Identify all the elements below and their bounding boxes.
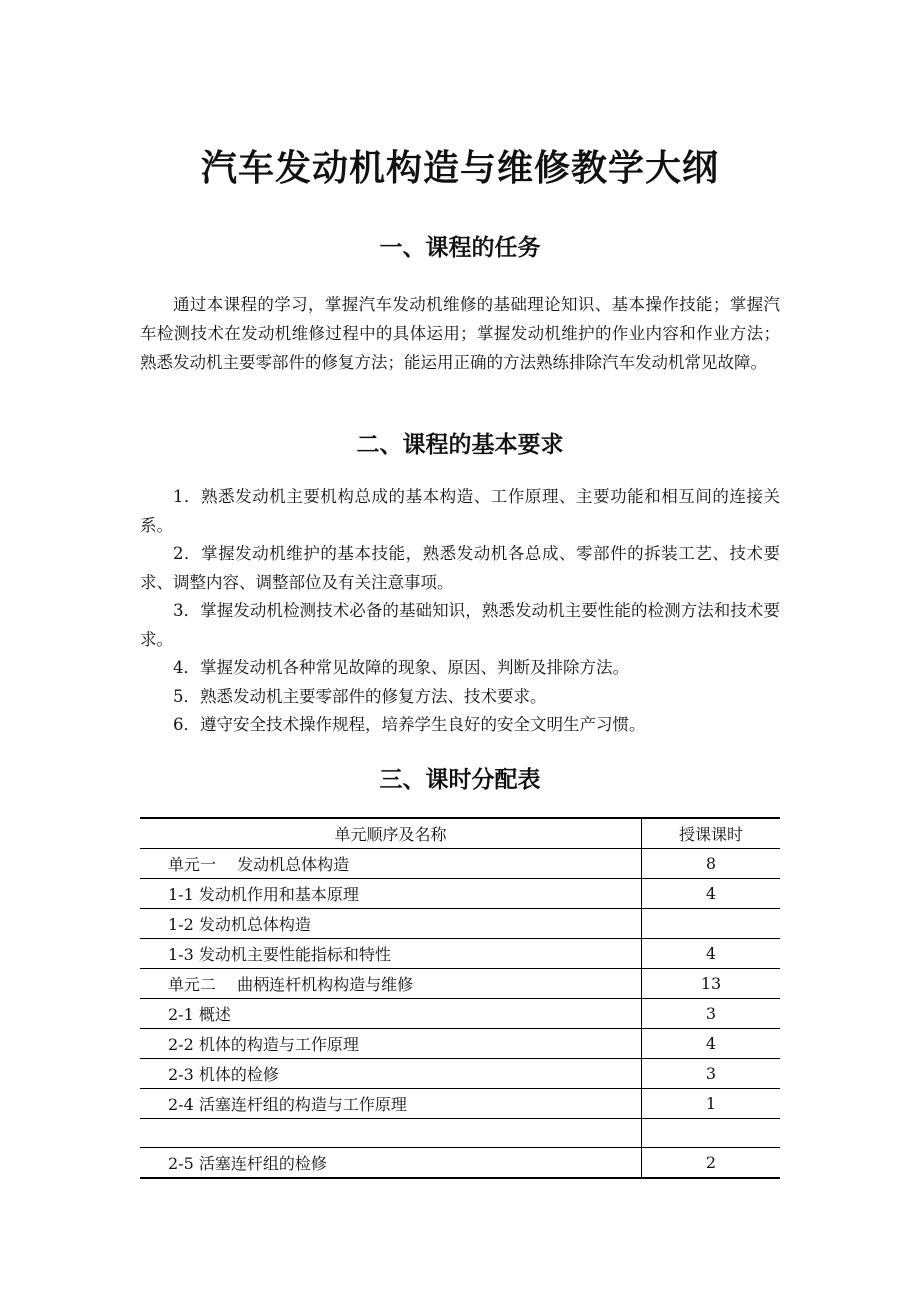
requirement-item: 5．熟悉发动机主要零部件的修复方法、技术要求。 xyxy=(173,686,547,706)
hours-cell: 4 xyxy=(642,939,781,969)
hours-cell: 1 xyxy=(642,1089,781,1119)
table-row xyxy=(140,999,780,1029)
hours-cell: 3 xyxy=(642,999,781,1029)
requirement-item: 3．掌握发动机检测技术必备的基础知识，熟悉发动机主要性能的检测方法和技术要求。 xyxy=(140,601,780,649)
table-row xyxy=(140,1119,780,1148)
hours-allocation-table xyxy=(140,817,780,1179)
requirement-item: 1．熟悉发动机主要机构总成的基本构造、工作原理、主要功能和相互间的连接关系。 xyxy=(140,487,780,535)
unit-name-cell: 2-4 活塞连杆组的构造与工作原理 xyxy=(140,1089,642,1119)
unit-name-cell: 2-1 概述 xyxy=(140,999,642,1029)
unit-name-cell: 2-2 机体的构造与工作原理 xyxy=(140,1029,642,1059)
table-row xyxy=(140,1029,780,1059)
requirement-item: 4．掌握发动机各种常见故障的现象、原因、判断及排除方法。 xyxy=(173,658,629,677)
hours-cell: 2 xyxy=(642,1148,781,1179)
table-row xyxy=(140,939,780,969)
header-hours: 授课课时 xyxy=(642,818,781,849)
hours-cell xyxy=(642,1119,781,1148)
unit-name-cell: 单元一 发动机总体构造 xyxy=(140,849,642,879)
requirement-item: 6．遵守安全技术操作规程，培养学生良好的安全文明生产习惯。 xyxy=(173,715,646,734)
unit-name-cell: 2-3 机体的检修 xyxy=(140,1059,642,1089)
table-row xyxy=(140,879,780,909)
unit-name-cell: 1-2 发动机总体构造 xyxy=(140,909,642,939)
unit-name-cell: 2-5 活塞连杆组的检修 xyxy=(140,1148,642,1179)
hours-cell: 4 xyxy=(642,1029,781,1059)
table-row xyxy=(140,909,780,939)
requirements-list xyxy=(140,483,780,740)
unit-name-cell: 1-1 发动机作用和基本原理 xyxy=(140,879,642,909)
table-header-row xyxy=(140,818,780,849)
hours-cell xyxy=(642,909,781,939)
requirement-item: 2．掌握发动机维护的基本技能，熟悉发动机各总成、零部件的拆装工艺、技术要求、调整内容、调整部位及有关注意事项。 xyxy=(140,544,780,592)
table-row xyxy=(140,1089,780,1119)
document-title: 汽车发动机构造与维修教学大纲 xyxy=(200,148,719,189)
section-heading-basic-requirements: 二、课程的基本要求 xyxy=(356,432,564,458)
unit-name-cell: 单元二 曲柄连杆机构构造与维修 xyxy=(140,969,642,999)
header-unit-name: 单元顺序及名称 xyxy=(140,818,642,849)
hours-cell: 8 xyxy=(642,849,781,879)
table-row xyxy=(140,849,780,879)
table-row xyxy=(140,1059,780,1089)
unit-name-cell xyxy=(140,1119,642,1148)
course-task-paragraph: 通过本课程的学习，掌握汽车发动机维修的基础理论知识、基本操作技能；掌握汽车检测技术在发动机维修过程中的具体运用；掌握发动机维护的作业内容和作业方法；熟悉发动机主要零部件的修复方法；能运用正确的方法熟练排除汽车发动机常见故障。 xyxy=(140,295,780,372)
hours-cell: 4 xyxy=(642,879,781,909)
table-row xyxy=(140,969,780,999)
hours-cell: 13 xyxy=(642,969,781,999)
hours-cell: 3 xyxy=(642,1059,781,1089)
table-row xyxy=(140,1148,780,1179)
section-heading-course-task: 一、课程的任务 xyxy=(379,235,541,261)
unit-name-cell: 1-3 发动机主要性能指标和特性 xyxy=(140,939,642,969)
section-heading-hours-table: 三、课时分配表 xyxy=(379,767,541,793)
